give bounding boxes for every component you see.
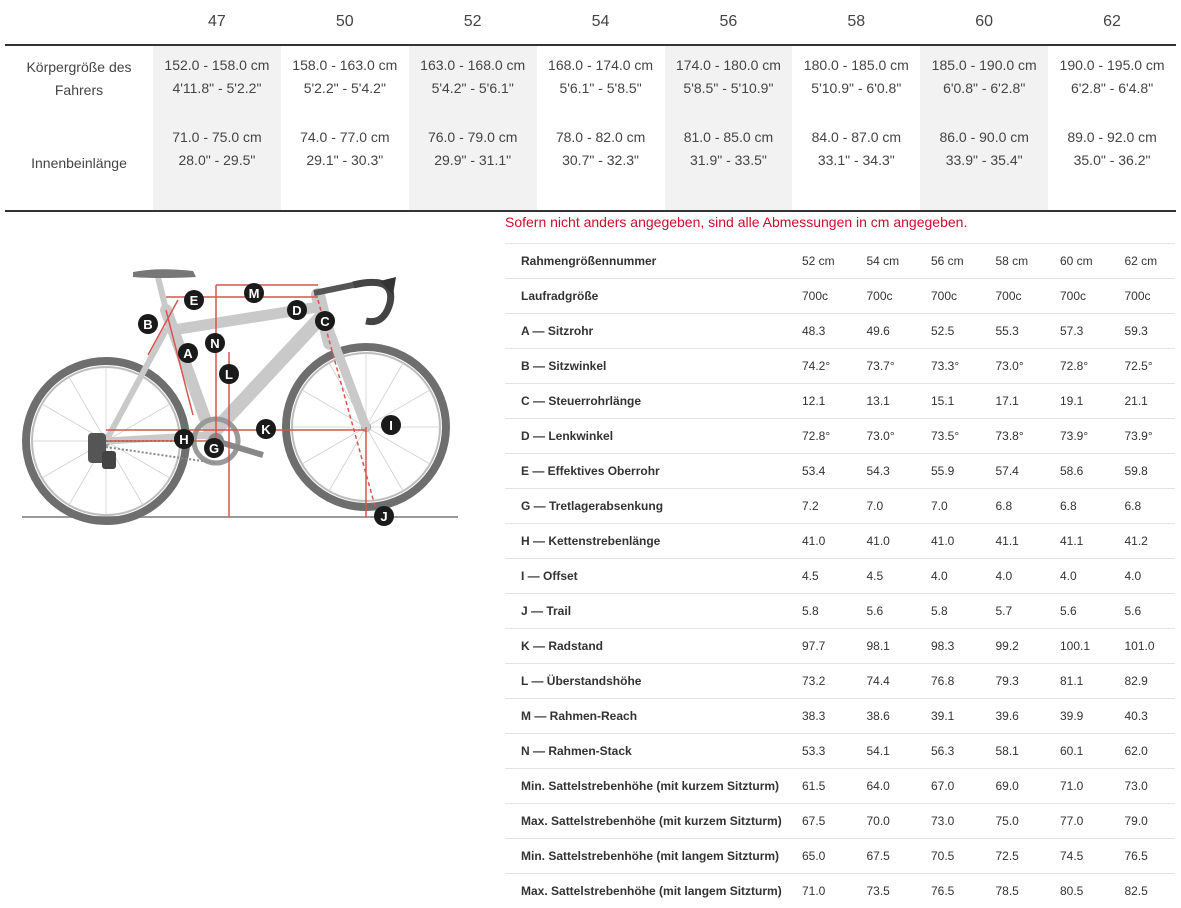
geometry-value-cell: 73.5 [853, 874, 918, 908]
geometry-row [505, 874, 1175, 908]
geometry-value-cell: 72.5 [982, 839, 1047, 874]
rider-height-cell [153, 45, 281, 116]
geometry-value-cell: 72.5° [1111, 349, 1176, 384]
geometry-row [505, 594, 1175, 629]
geometry-param-label: D — Lenkwinkel [505, 419, 788, 454]
geometry-param-label: M — Rahmen-Reach [505, 699, 788, 734]
geometry-value-cell: 5.8 [788, 594, 853, 629]
rider-height-cell [920, 45, 1048, 116]
inseam-in: 30.7" - 32.3" [537, 149, 665, 172]
inseam-row [5, 116, 1176, 210]
height-ft: 4'11.8" - 5'2.2" [153, 77, 281, 100]
geometry-value-cell: 73.3° [917, 349, 982, 384]
inseam-cm: 86.0 - 90.0 cm [920, 126, 1048, 149]
geometry-value-cell: 6.8 [982, 489, 1047, 524]
geometry-param-label: K — Radstand [505, 629, 788, 664]
geometry-param-label: N — Rahmen-Stack [505, 734, 788, 769]
geometry-value-cell: 73.9° [1046, 419, 1111, 454]
geometry-value-cell: 74.2° [788, 349, 853, 384]
rider-height-cell [409, 45, 537, 116]
geometry-param-label: B — Sitzwinkel [505, 349, 788, 384]
geometry-value-cell: 40.3 [1111, 699, 1176, 734]
geometry-value-cell: 101.0 [1111, 629, 1176, 664]
geometry-value-cell: 59.3 [1111, 314, 1176, 349]
height-ft: 6'0.8" - 6'2.8" [920, 77, 1048, 100]
geometry-value-cell: 12.1 [788, 384, 853, 419]
geometry-row [505, 804, 1175, 839]
geometry-value-cell: 62 cm [1111, 244, 1176, 279]
geometry-param-label: J — Trail [505, 594, 788, 629]
height-ft: 6'2.8" - 6'4.8" [1048, 77, 1176, 100]
geometry-value-cell: 55.9 [917, 454, 982, 489]
geometry-param-label: Min. Sattelstrebenhöhe (mit langem Sitzturm) [505, 839, 788, 874]
geometry-value-cell: 7.0 [917, 489, 982, 524]
badge-i-label: I [389, 418, 393, 433]
geometry-row [505, 419, 1175, 454]
geometry-value-cell: 74.5 [1046, 839, 1111, 874]
inseam-cm: 71.0 - 75.0 cm [153, 126, 281, 149]
badge-d-label: D [292, 303, 301, 318]
geometry-value-cell: 4.5 [853, 559, 918, 594]
inseam-cell [665, 116, 793, 210]
geometry-value-cell: 49.6 [853, 314, 918, 349]
geometry-table-wrapper [505, 243, 1175, 908]
geometry-value-cell: 7.2 [788, 489, 853, 524]
geometry-value-cell: 55.3 [982, 314, 1047, 349]
inseam-cm: 81.0 - 85.0 cm [665, 126, 793, 149]
size-header: 62 [1048, 0, 1176, 45]
geometry-value-cell: 69.0 [982, 769, 1047, 804]
geometry-value-cell: 73.0° [982, 349, 1047, 384]
geometry-value-cell: 99.2 [982, 629, 1047, 664]
height-cm: 158.0 - 163.0 cm [281, 54, 409, 77]
rider-height-label-line: Fahrers [5, 79, 153, 102]
inseam-in: 29.9" - 31.1" [409, 149, 537, 172]
geometry-value-cell: 5.6 [1111, 594, 1176, 629]
geometry-value-cell: 41.0 [788, 524, 853, 559]
geometry-row [505, 769, 1175, 804]
geometry-value-cell: 54.1 [853, 734, 918, 769]
geometry-param-label: Min. Sattelstrebenhöhe (mit kurzem Sitzturm) [505, 769, 788, 804]
geometry-value-cell: 4.0 [1111, 559, 1176, 594]
geometry-value-cell: 39.1 [917, 699, 982, 734]
rider-size-table [5, 0, 1176, 210]
geometry-value-cell: 73.0 [1111, 769, 1176, 804]
geometry-param-label: A — Sitzrohr [505, 314, 788, 349]
inseam-cm: 76.0 - 79.0 cm [409, 126, 537, 149]
height-cm: 190.0 - 195.0 cm [1048, 54, 1176, 77]
geometry-row [505, 559, 1175, 594]
geometry-value-cell: 81.1 [1046, 664, 1111, 699]
badge-m-icon [244, 283, 264, 303]
geometry-value-cell: 6.8 [1111, 489, 1176, 524]
geometry-param-label: H — Kettenstrebenlänge [505, 524, 788, 559]
geometry-value-cell: 73.0 [917, 804, 982, 839]
geometry-value-cell: 57.4 [982, 454, 1047, 489]
geometry-value-cell: 77.0 [1046, 804, 1111, 839]
geometry-value-cell: 700c [917, 279, 982, 314]
rider-height-cell [537, 45, 665, 116]
geometry-row [505, 384, 1175, 419]
geometry-row [505, 699, 1175, 734]
geometry-value-cell: 67.5 [788, 804, 853, 839]
geometry-row [505, 734, 1175, 769]
geometry-row [505, 489, 1175, 524]
geometry-value-cell: 73.8° [982, 419, 1047, 454]
size-header: 47 [153, 0, 281, 45]
geometry-value-cell: 61.5 [788, 769, 853, 804]
geometry-value-cell: 21.1 [1111, 384, 1176, 419]
rider-size-chart [5, 0, 1176, 212]
geometry-value-cell: 58.6 [1046, 454, 1111, 489]
inseam-cell [281, 116, 409, 210]
geometry-row [505, 664, 1175, 699]
inseam-in: 28.0" - 29.5" [153, 149, 281, 172]
geometry-value-cell: 58.1 [982, 734, 1047, 769]
badge-k-label: K [261, 422, 271, 437]
geometry-value-cell: 76.5 [1111, 839, 1176, 874]
inseam-cm: 74.0 - 77.0 cm [281, 126, 409, 149]
geometry-value-cell: 15.1 [917, 384, 982, 419]
geometry-value-cell: 62.0 [1111, 734, 1176, 769]
geometry-value-cell: 98.3 [917, 629, 982, 664]
height-ft: 5'4.2" - 5'6.1" [409, 77, 537, 100]
badge-l-label: L [225, 367, 233, 382]
geometry-row [505, 349, 1175, 384]
geometry-param-label: L — Überstandshöhe [505, 664, 788, 699]
geometry-value-cell: 73.7° [853, 349, 918, 384]
bike-illustration [18, 255, 463, 530]
height-cm: 180.0 - 185.0 cm [792, 54, 920, 77]
geometry-value-cell: 74.4 [853, 664, 918, 699]
badge-h-icon [174, 429, 194, 449]
geometry-row [505, 629, 1175, 664]
badge-g-label: G [209, 441, 219, 456]
height-ft: 5'6.1" - 5'8.5" [537, 77, 665, 100]
badge-a-label: A [183, 346, 193, 361]
geometry-value-cell: 38.3 [788, 699, 853, 734]
geometry-value-cell: 5.8 [917, 594, 982, 629]
geometry-value-cell: 67.5 [853, 839, 918, 874]
geometry-row [505, 314, 1175, 349]
geometry-row [505, 279, 1175, 314]
badge-d-icon [287, 300, 307, 320]
geometry-value-cell: 67.0 [917, 769, 982, 804]
geometry-value-cell: 56 cm [917, 244, 982, 279]
geometry-value-cell: 73.0° [853, 419, 918, 454]
geometry-value-cell: 700c [853, 279, 918, 314]
badge-c-icon [315, 311, 335, 331]
geometry-param-label: Max. Sattelstrebenhöhe (mit langem Sitzturm) [505, 874, 788, 908]
geometry-value-cell: 72.8° [788, 419, 853, 454]
badge-n-icon [205, 333, 225, 353]
geometry-value-cell: 73.9° [1111, 419, 1176, 454]
badge-b-label: B [143, 317, 152, 332]
geometry-value-cell: 19.1 [1046, 384, 1111, 419]
geometry-param-label: G — Tretlagerabsenkung [505, 489, 788, 524]
geometry-value-cell: 4.0 [1046, 559, 1111, 594]
geometry-value-cell: 71.0 [788, 874, 853, 908]
rider-height-cell [281, 45, 409, 116]
geometry-value-cell: 64.0 [853, 769, 918, 804]
geometry-value-cell: 73.2 [788, 664, 853, 699]
geometry-value-cell: 79.3 [982, 664, 1047, 699]
geometry-value-cell: 82.9 [1111, 664, 1176, 699]
geometry-value-cell: 5.7 [982, 594, 1047, 629]
geometry-value-cell: 98.1 [853, 629, 918, 664]
size-header: 52 [409, 0, 537, 45]
geometry-value-cell: 4.5 [788, 559, 853, 594]
rider-height-label [5, 45, 153, 116]
geometry-value-cell: 79.0 [1111, 804, 1176, 839]
geometry-value-cell: 100.1 [1046, 629, 1111, 664]
size-header: 54 [537, 0, 665, 45]
header-empty [5, 0, 153, 45]
geometry-value-cell: 7.0 [853, 489, 918, 524]
inseam-cell [153, 116, 281, 210]
geometry-value-cell: 56.3 [917, 734, 982, 769]
inseam-cm: 89.0 - 92.0 cm [1048, 126, 1176, 149]
badge-e-label: E [190, 293, 199, 308]
size-header: 50 [281, 0, 409, 45]
rider-height-cell [1048, 45, 1176, 116]
geometry-value-cell: 13.1 [853, 384, 918, 419]
geometry-value-cell: 75.0 [982, 804, 1047, 839]
inseam-cell [920, 116, 1048, 210]
geometry-param-label: I — Offset [505, 559, 788, 594]
geometry-param-label: Laufradgröße [505, 279, 788, 314]
geometry-param-label: Rahmengrößennummer [505, 244, 788, 279]
geometry-value-cell: 70.0 [853, 804, 918, 839]
geometry-value-cell: 38.6 [853, 699, 918, 734]
size-header-row [5, 0, 1176, 45]
height-ft: 5'10.9" - 6'0.8" [792, 77, 920, 100]
geometry-value-cell: 54 cm [853, 244, 918, 279]
rider-height-cell [792, 45, 920, 116]
height-cm: 185.0 - 190.0 cm [920, 54, 1048, 77]
inseam-in: 29.1" - 30.3" [281, 149, 409, 172]
inseam-label: Innenbeinlänge [5, 116, 153, 210]
geometry-value-cell: 54.3 [853, 454, 918, 489]
geometry-value-cell: 41.2 [1111, 524, 1176, 559]
inseam-cell [792, 116, 920, 210]
geometry-value-cell: 700c [788, 279, 853, 314]
badge-a-icon [178, 343, 198, 363]
geometry-value-cell: 41.0 [853, 524, 918, 559]
size-header: 58 [792, 0, 920, 45]
badge-c-label: C [320, 314, 330, 329]
height-ft: 5'2.2" - 5'4.2" [281, 77, 409, 100]
bike-geometry-diagram [18, 255, 463, 530]
badge-b-icon [138, 314, 158, 334]
badge-i-icon [381, 415, 401, 435]
badge-n-label: N [210, 336, 219, 351]
geometry-value-cell: 72.8° [1046, 349, 1111, 384]
geometry-value-cell: 76.5 [917, 874, 982, 908]
geometry-value-cell: 82.5 [1111, 874, 1176, 908]
badge-j-icon [374, 506, 394, 526]
inseam-cell [409, 116, 537, 210]
inseam-in: 31.9" - 33.5" [665, 149, 793, 172]
geometry-value-cell: 41.1 [982, 524, 1047, 559]
geometry-value-cell: 52.5 [917, 314, 982, 349]
height-cm: 163.0 - 168.0 cm [409, 54, 537, 77]
geometry-value-cell: 53.4 [788, 454, 853, 489]
geometry-value-cell: 17.1 [982, 384, 1047, 419]
geometry-value-cell: 700c [982, 279, 1047, 314]
geometry-value-cell: 57.3 [1046, 314, 1111, 349]
inseam-in: 33.9" - 35.4" [920, 149, 1048, 172]
geometry-value-cell: 4.0 [917, 559, 982, 594]
rider-height-row [5, 45, 1176, 116]
rider-height-label-line: Körpergröße des [5, 56, 153, 79]
geometry-param-label: C — Steuerrohrlänge [505, 384, 788, 419]
geometry-value-cell: 52 cm [788, 244, 853, 279]
height-cm: 174.0 - 180.0 cm [665, 54, 793, 77]
geometry-value-cell: 700c [1046, 279, 1111, 314]
rider-height-cell [665, 45, 793, 116]
inseam-cell [1048, 116, 1176, 210]
geometry-value-cell: 71.0 [1046, 769, 1111, 804]
height-cm: 152.0 - 158.0 cm [153, 54, 281, 77]
inseam-in: 35.0" - 36.2" [1048, 149, 1176, 172]
units-note: Sofern nicht anders angegeben, sind alle Abmessungen in cm angegeben. [505, 214, 967, 230]
badge-l-icon [219, 364, 239, 384]
geometry-param-label: Max. Sattelstrebenhöhe (mit kurzem Sitzturm) [505, 804, 788, 839]
geometry-value-cell: 5.6 [853, 594, 918, 629]
geometry-value-cell: 58 cm [982, 244, 1047, 279]
geometry-value-cell: 73.5° [917, 419, 982, 454]
geometry-value-cell: 76.8 [917, 664, 982, 699]
size-header: 60 [920, 0, 1048, 45]
height-ft: 5'8.5" - 5'10.9" [665, 77, 793, 100]
geometry-value-cell: 700c [1111, 279, 1176, 314]
geometry-value-cell: 5.6 [1046, 594, 1111, 629]
geometry-value-cell: 78.5 [982, 874, 1047, 908]
inseam-cm: 84.0 - 87.0 cm [792, 126, 920, 149]
geometry-param-label: E — Effektives Oberrohr [505, 454, 788, 489]
geometry-value-cell: 80.5 [1046, 874, 1111, 908]
geometry-value-cell: 39.9 [1046, 699, 1111, 734]
inseam-cell [537, 116, 665, 210]
geometry-value-cell: 41.1 [1046, 524, 1111, 559]
badge-e-icon [184, 290, 204, 310]
geometry-row [505, 454, 1175, 489]
badge-m-label: M [249, 286, 260, 301]
geometry-value-cell: 60 cm [1046, 244, 1111, 279]
geometry-value-cell: 48.3 [788, 314, 853, 349]
geometry-value-cell: 97.7 [788, 629, 853, 664]
geometry-value-cell: 41.0 [917, 524, 982, 559]
geometry-row [505, 524, 1175, 559]
geometry-row [505, 244, 1175, 279]
geometry-value-cell: 65.0 [788, 839, 853, 874]
geometry-value-cell: 70.5 [917, 839, 982, 874]
badge-g-icon [204, 438, 224, 458]
size-header: 56 [665, 0, 793, 45]
geometry-value-cell: 6.8 [1046, 489, 1111, 524]
badge-h-label: H [179, 432, 188, 447]
geometry-value-cell: 4.0 [982, 559, 1047, 594]
badge-k-icon [256, 419, 276, 439]
inseam-cm: 78.0 - 82.0 cm [537, 126, 665, 149]
geometry-value-cell: 60.1 [1046, 734, 1111, 769]
geometry-value-cell: 39.6 [982, 699, 1047, 734]
geometry-value-cell: 53.3 [788, 734, 853, 769]
inseam-in: 33.1" - 34.3" [792, 149, 920, 172]
geometry-row [505, 839, 1175, 874]
badge-j-label: J [380, 509, 387, 524]
geometry-value-cell: 59.8 [1111, 454, 1176, 489]
height-cm: 168.0 - 174.0 cm [537, 54, 665, 77]
geometry-table [505, 243, 1175, 908]
size-chart-bottom-rule [5, 210, 1176, 212]
